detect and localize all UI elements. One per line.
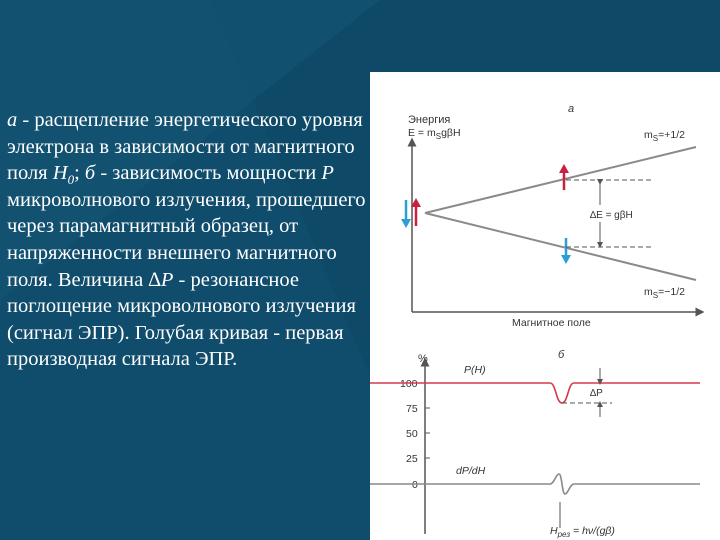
- tick-50: 50: [406, 428, 418, 440]
- caption-h0: [52, 162, 75, 188]
- delta-p-label: ∆P: [590, 388, 603, 399]
- caption-text-2: ;: [74, 162, 85, 185]
- energy-axis-label: Энергия: [408, 114, 451, 126]
- caption-p-symbol: P: [321, 162, 334, 185]
- panel-b-label: б: [558, 349, 565, 361]
- lower-level-spin-arrow-icon: [561, 238, 571, 264]
- caption-letter-b: б: [84, 162, 96, 185]
- tick-0: 0: [412, 479, 418, 491]
- caption-h0-main: H: [52, 162, 68, 185]
- ms-plus-label: $m_S=+1/2$: [644, 129, 685, 143]
- level-ms-plus: [425, 147, 696, 213]
- epr-diagram: [370, 72, 720, 540]
- caption-delta-p: ∆P: [148, 268, 174, 291]
- caption-letter-a: а: [7, 109, 18, 131]
- percent-unit: %: [418, 353, 428, 365]
- figure-caption: [7, 107, 367, 373]
- epr-figure: [370, 72, 720, 540]
- ms-minus-label: $m_S=-1/2$: [644, 286, 685, 300]
- caption-text-5: - резонансное поглощение микроволнового излучения (сигнал ЭПР). Голубая кривая - первая производная сигнала ЭПР.: [7, 268, 356, 371]
- caption-h0-sub: 0: [67, 172, 75, 188]
- field-axis-label: Магнитное поле: [512, 317, 591, 329]
- energy-formula: $E = m_Sg\beta H$: [408, 127, 461, 141]
- panel-a-label: а: [568, 103, 575, 115]
- power-curve: [370, 383, 700, 403]
- caption-text-3: - зависимость мощности: [95, 162, 322, 185]
- caption-text-4: микроволнового излучения, прошедшего через парамагнитный образец, от напряженности внешнего магнитного поля. Величина: [7, 188, 366, 291]
- level-ms-minus: [425, 213, 696, 280]
- power-curve-label: P(H): [464, 364, 486, 376]
- tick-25: 25: [406, 453, 418, 465]
- caption-text-1: - расщепление энергетического уровня электрона в зависимости от магнитного поля: [7, 109, 363, 185]
- derivative-curve: [370, 474, 700, 494]
- delta-e-label: ∆E = gβH: [590, 210, 633, 221]
- spin-down-arrow-icon: [401, 200, 411, 228]
- tick-100: 100: [400, 378, 418, 390]
- derivative-curve-label: dP/dH: [456, 465, 486, 477]
- h-res-label: $H_{рез} = h\nu/(g\beta)$: [550, 525, 615, 539]
- tick-75: 75: [406, 403, 418, 415]
- upper-level-spin-arrow-icon: [559, 164, 569, 190]
